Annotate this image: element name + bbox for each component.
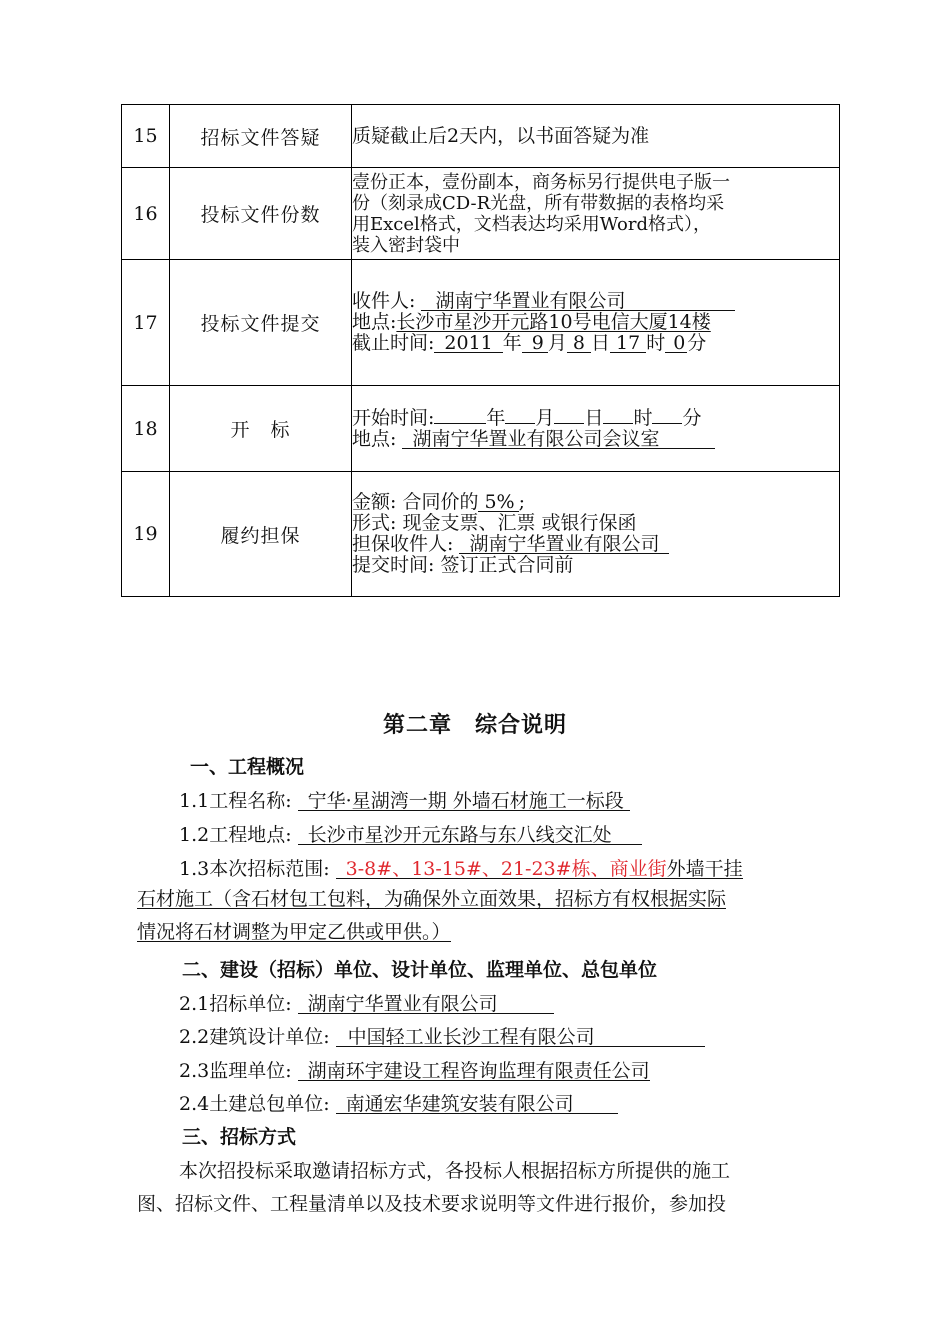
scope-line: 1.3本次招标范围: 3-8#、13-15#、21-23#栋、商业街外墙干挂 [179, 858, 743, 880]
table-row [122, 386, 840, 472]
table-row [122, 105, 840, 168]
place-value: 长沙市星沙开元路10号电信大厦14楼 [396, 311, 711, 333]
section-heading-1: 一、工程概况 [190, 756, 305, 778]
row-content: 壹份正本，壹份副本，商务标另行提供电子版一 份（刻录成CD-R光盘，所有带数据的表格均采 用Excel格式，文档表达均采用Word格式）， 装入密封袋中 [352, 168, 840, 260]
row-number: 15 [122, 105, 170, 168]
guarantee-receiver-value: 湖南宁华置业有限公司 [459, 535, 669, 554]
project-name-line: 1.1工程名称: 宁华·星湖湾一期 外墙石材施工一标段 [179, 786, 630, 813]
tenderer-line: 2.1招标单位: 湖南宁华置业有限公司 [179, 989, 554, 1016]
section-heading-3: 三、招标方式 [182, 1126, 297, 1148]
scope-line-2: 石材施工（含石材包工包料，为确保外立面效果，招标方有权根据实际 [137, 888, 727, 910]
row-item: 投标文件份数 [170, 168, 352, 260]
general-contractor-line: 2.4土建总包单位: 南通宏华建筑安装有限公司 [179, 1089, 618, 1116]
row-number: 17 [122, 260, 170, 386]
supervisor-line: 2.3监理单位: 湖南环宇建设工程咨询监理有限责任公司 [179, 1060, 650, 1082]
row-number: 16 [122, 168, 170, 260]
row-number: 19 [122, 472, 170, 597]
table-row [122, 168, 840, 260]
chapter-title: 第二章 综合说明 [382, 713, 567, 738]
scope-line-3: 情况将石材调整为甲定乙供或甲供。） [137, 921, 451, 943]
paragraph-line: 本次招投标采取邀请招标方式，各投标人根据招标方所提供的施工 [179, 1160, 731, 1182]
section-heading-2: 二、建设（招标）单位、设计单位、监理单位、总包单位 [182, 959, 658, 981]
row-item: 招标文件答疑 [170, 105, 352, 168]
table-row [122, 260, 840, 386]
row-content: 收件人: 湖南宁华置业有限公司 地点:长沙市星沙开元路10号电信大厦14楼 截止时间: 2011 年 9 月 8 日 17 时 0 分 [352, 260, 840, 386]
recipient-value: 湖南宁华置业有限公司 [421, 292, 735, 311]
designer-line: 2.2建筑设计单位: 中国轻工业长沙工程有限公司 [179, 1022, 705, 1049]
project-location-line: 1.2工程地点: 长沙市星沙开元东路与东八线交汇处 [179, 820, 642, 847]
row-item: 投标文件提交 [170, 260, 352, 386]
row-content: 开始时间: 年 月 日 时 分 地点: 湖南宁华置业有限公司会议室 [352, 386, 840, 472]
row-item: 履约担保 [170, 472, 352, 597]
opening-place-value: 湖南宁华置业有限公司会议室 [402, 430, 715, 449]
row-content: 质疑截止后2天内，以书面答疑为准 [352, 105, 840, 168]
row-number: 18 [122, 386, 170, 472]
bid-info-table [121, 104, 840, 597]
paragraph-line: 图、招标文件、工程量清单以及技术要求说明等文件进行报价，参加投 [137, 1193, 727, 1215]
row-item: 开 标 [170, 386, 352, 472]
row-content: 金额: 合同价的 5% ; 形式: 现金支票、汇票 或银行保函 担保收件人: 湖南宁华置业有限公司 提交时间: 签订正式合同前 [352, 472, 840, 597]
table-row [122, 472, 840, 597]
